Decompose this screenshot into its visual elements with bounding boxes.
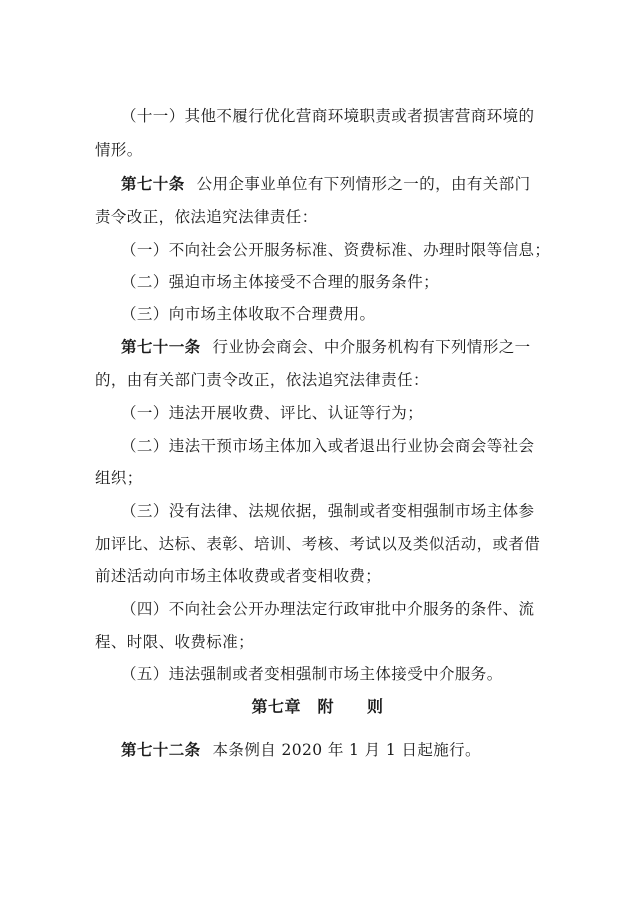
article-72-paragraph	[121, 740, 481, 760]
article-70-text-2: 责令改正，依法追究法律责任：	[95, 208, 318, 226]
article-71-paragraph	[121, 337, 531, 357]
article-70-item-1: （一）不向社会公开服务标准、资费标准、办理时限等信息；	[121, 241, 551, 259]
article-70-text-1: 公用企事业单位有下列情形之一的，由有关部门	[196, 175, 531, 193]
article-71-text-2: 的，由有关部门责令改正，依法追究法律责任：	[95, 371, 429, 389]
article-72-text: 本条例自 2020 年 1 月 1 日起施行。	[212, 741, 481, 759]
article-71-item-2-line-1: （二）违法干预市场主体加入或者退出行业协会商会等社会	[121, 437, 535, 455]
article-71-item-4-line-2: 程、时限、收费标准；	[95, 633, 255, 651]
chapter-7-title: 第七章 附 则	[251, 697, 384, 716]
article-70-paragraph	[121, 174, 531, 194]
article-71-item-1: （一）违法开展收费、评比、认证等行为；	[121, 404, 424, 422]
item-11-line-2: 情形。	[95, 141, 143, 159]
article-72-heading: 第七十二条	[121, 741, 201, 759]
item-11-line-1: （十一）其他不履行优化营商环境职责或者损害营商环境的	[121, 107, 535, 125]
article-70-item-3: （三）向市场主体收取不合理费用。	[121, 305, 376, 323]
article-71-item-3-line-1: （三）没有法律、法规依据，强制或者变相强制市场主体参	[121, 502, 535, 520]
article-71-item-5: （五）违法强制或者变相强制市场主体接受中介服务。	[121, 665, 503, 683]
article-71-heading: 第七十一条	[121, 338, 201, 356]
article-71-text-1: 行业协会商会、中介服务机构有下列情形之一	[212, 338, 531, 356]
article-71-item-3-line-3: 前述活动向市场主体收费或者变相收费；	[95, 567, 382, 585]
article-71-item-4-line-1: （四）不向社会公开办理法定行政审批中介服务的条件、流	[121, 600, 535, 618]
article-71-item-3-line-2: 加评比、达标、表彰、培训、考核、考试以及类似活动，或者借	[95, 535, 541, 553]
article-70-heading: 第七十条	[121, 175, 185, 193]
article-70-item-2: （二）强迫市场主体接受不合理的服务条件；	[121, 273, 440, 291]
article-71-item-2-line-2: 组织；	[95, 469, 143, 487]
